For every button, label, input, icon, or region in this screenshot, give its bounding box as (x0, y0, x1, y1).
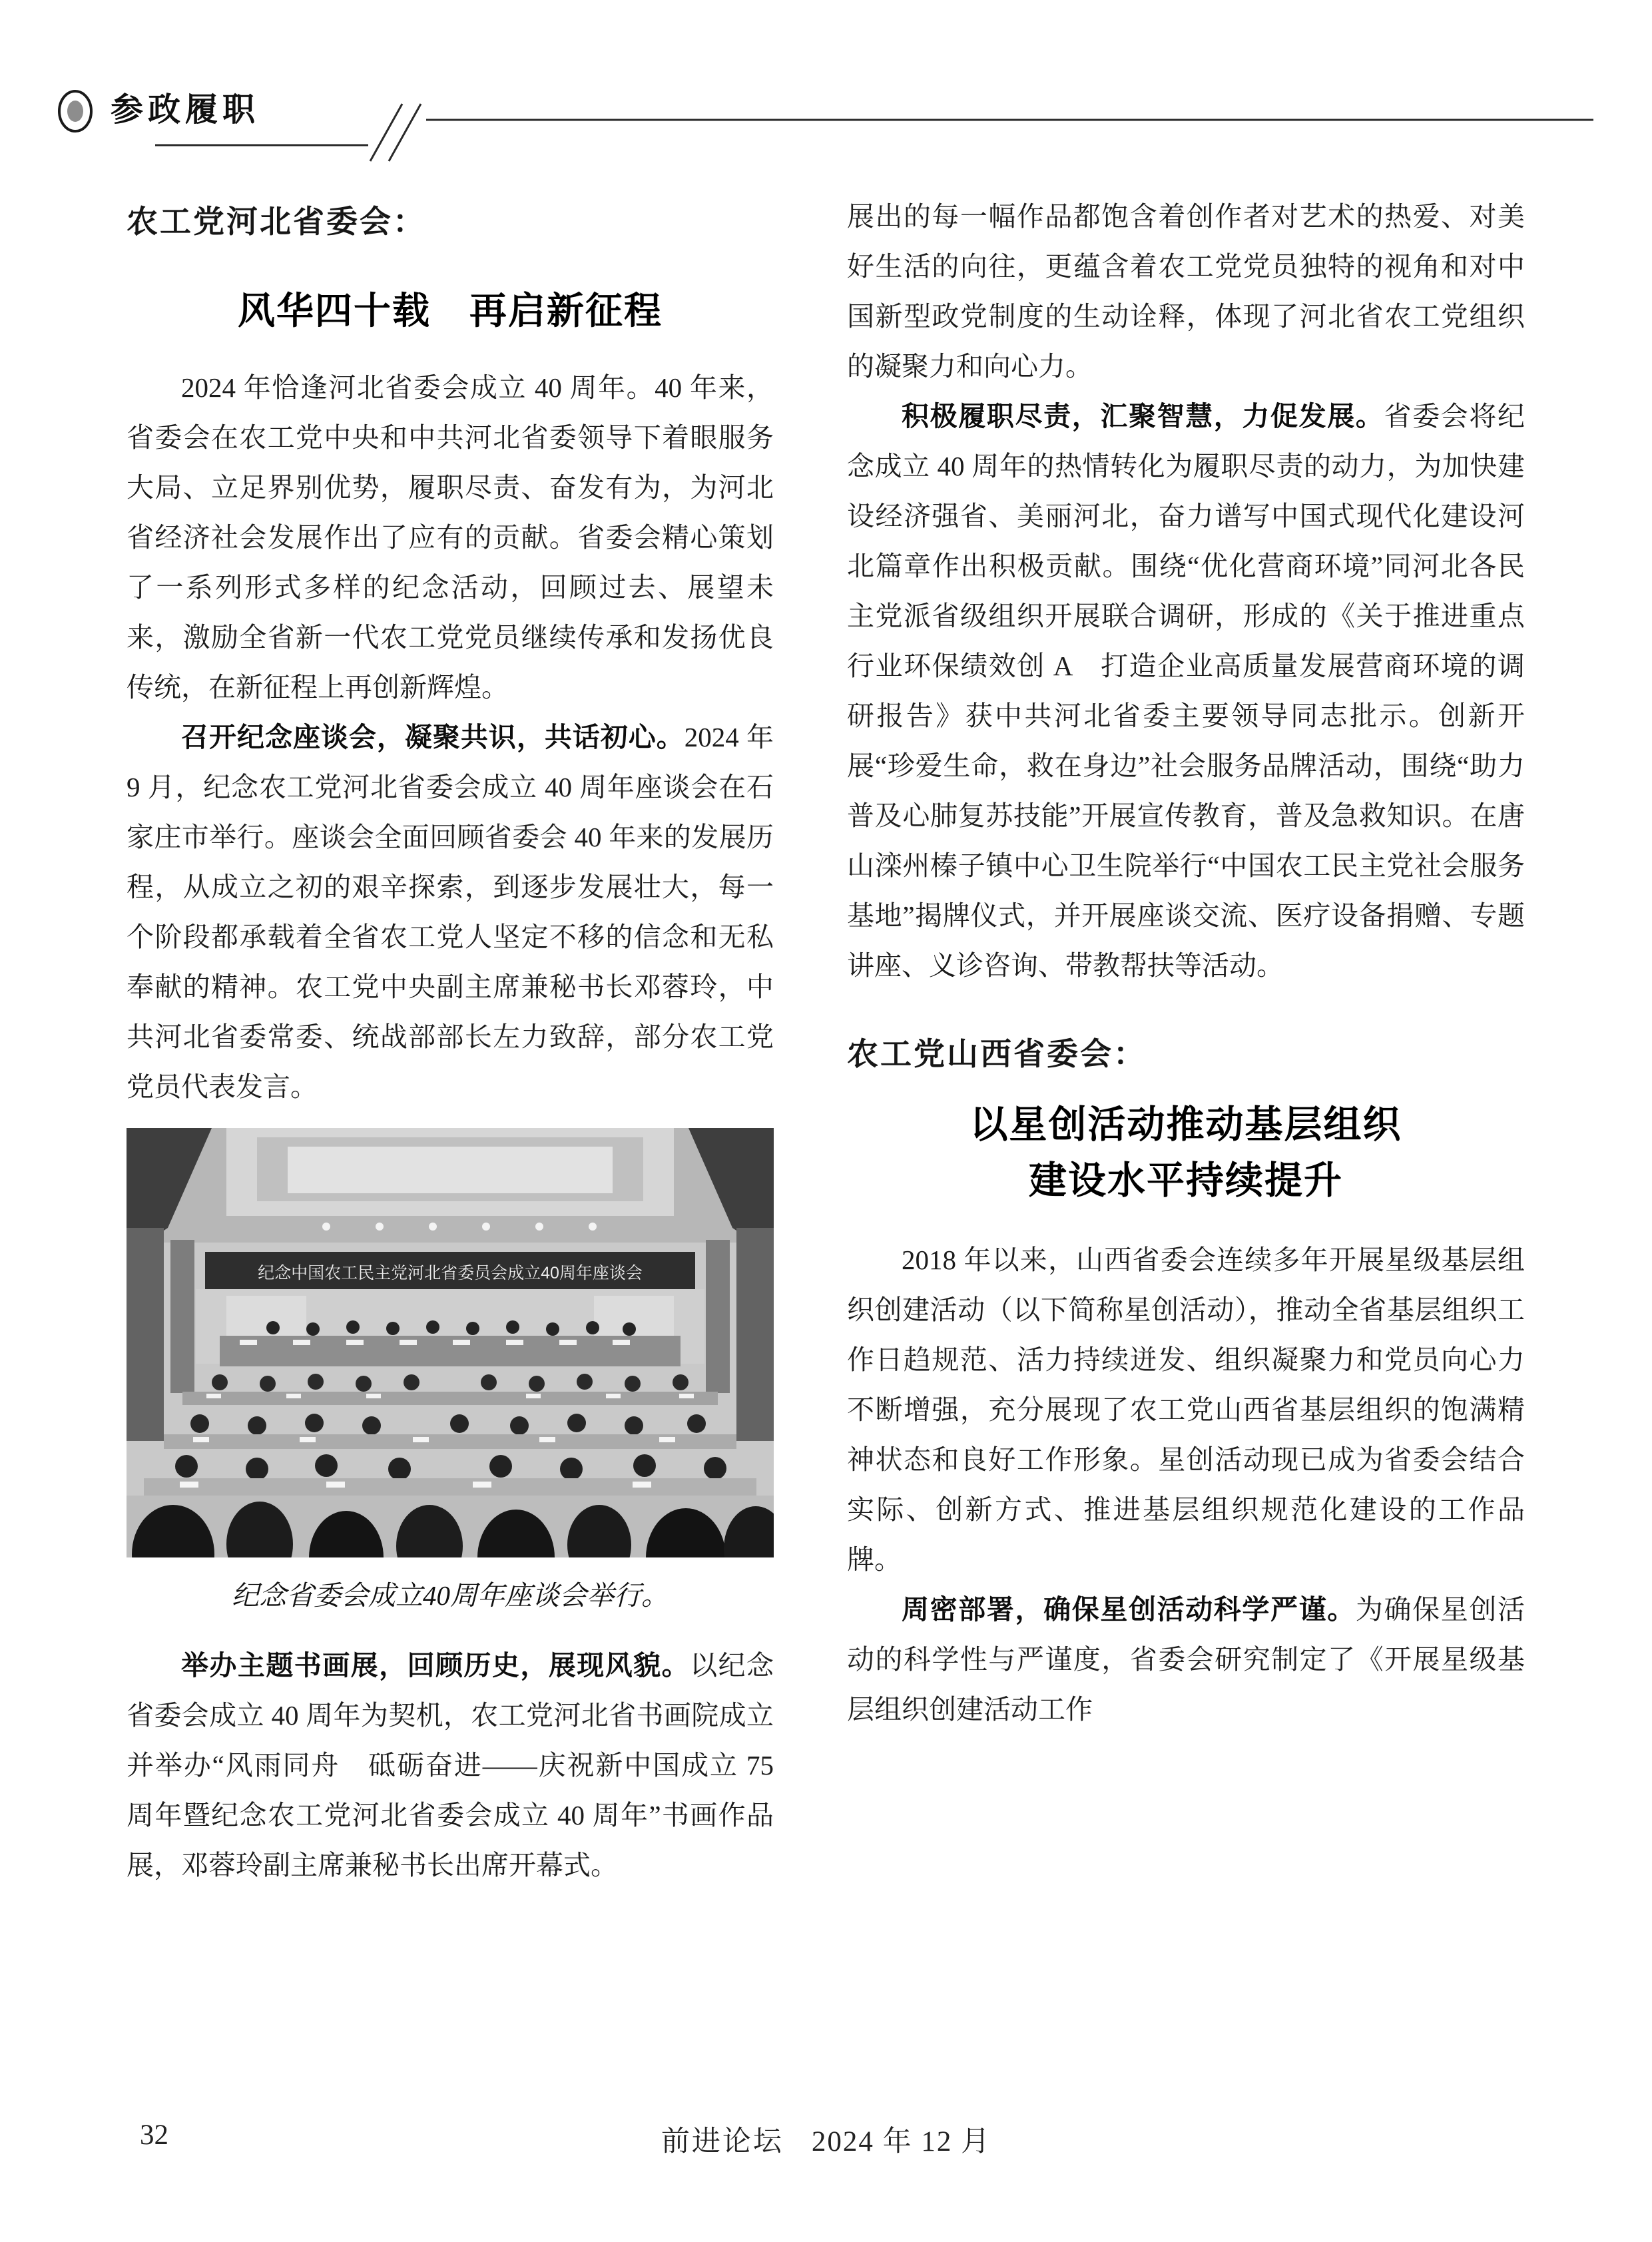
meeting-photo (127, 1128, 774, 1557)
page-number: 32 (140, 2119, 168, 2151)
paragraph-text: 以纪念省委会成立 40 周年为契机，农工党河北省书画院成立并举办“风雨同舟 砥砺奋进——庆祝新中国成立 75 周年暨纪念农工党河北省委会成立 40 周年”书画作品展，邓蓉玲副主席兼秘书长出席开幕式。 (127, 1650, 774, 1880)
article-title-shanxi-line2: 建设水平持续提升 (1029, 1159, 1343, 1202)
journal-name: 前进论坛 (661, 2126, 784, 2157)
left-column (127, 197, 774, 1890)
paragraph-lead: 举办主题书画展，回顾历史，展现风貌。 (181, 1650, 690, 1681)
paragraph-lead: 周密部署，确保星创活动科学严谨。 (902, 1594, 1356, 1625)
paragraph (847, 192, 1525, 392)
article-title-shanxi (847, 1097, 1525, 1209)
section-label: 参政履职 (111, 92, 260, 128)
paragraph (847, 1235, 1525, 1585)
paragraph-text: 2024 年 9 月，纪念农工党河北省委会成立 40 周年座谈会在石家庄市举行。座谈会全面回顾省委会 40 年来的发展历程，从成立之初的艰辛探索，到逐步发展壮大，每一个阶段都承载着全省农工党人坚定不移的信念和无私奉献的精神。农工党中央副主席兼秘书长邓蓉玲，中共河北省委常委、统战部部长左力致辞，部分农工党党员代表发言。 (127, 722, 774, 1102)
article-title-hebei: 风华四十载 再启新征程 (238, 290, 663, 332)
photo-caption: 纪念省委会成立40周年座谈会举行。 (232, 1580, 669, 1611)
paragraph (847, 1585, 1525, 1735)
paragraph (127, 1641, 774, 1890)
org-heading-hebei: 农工党河北省委会： (127, 204, 426, 239)
photo-banner-text: 纪念中国农工民主党河北省委员会成立40周年座谈会 (258, 1264, 643, 1282)
right-column (847, 192, 1525, 1735)
section-bullet-icon (57, 89, 93, 133)
issue-date: 2024 年 12 月 (811, 2126, 991, 2157)
paragraph (847, 392, 1525, 991)
paragraph-text: 为确保星创活动的科学性与严谨度，省委会研究制定了《开展星级基层组织创建活动工作 (847, 1594, 1525, 1725)
paragraph-text: 2024 年恰逢河北省委会成立 40 周年。40 年来，省委会在农工党中央和中共河北省委领导下着眼服务大局、立足界别优势，履职尽责、奋发有为，为河北省经济社会发展作出了应有的贡献。省委会精心策划了一系列形式多样的纪念活动，回顾过去、展望未来，激励全省新一代农工党党员继续传承和发扬优良传统，在新征程上再创新辉煌。 (127, 372, 774, 702)
paragraph (127, 363, 774, 712)
article-title-shanxi-line1: 以星创活动推动基层组织 (969, 1103, 1402, 1146)
paragraph-lead: 积极履职尽责，汇聚智慧，力促发展。 (902, 401, 1384, 431)
paragraph-text: 省委会将纪念成立 40 周年的热情转化为履职尽责的动力，为加快建设经济强省、美丽河北，奋力谱写中国式现代化建设河北篇章作出积极贡献。围绕“优化营商环境”同河北各民主党派省级组织开展联合调研，形成的《关于推进重点行业环保绩效创 A 打造企业高质量发展营商环境的调研报告》获中共河北省委主要领导同志批示。创新开展“珍爱生命，救在身边”社会服务品牌活动，围绕“助力普及心肺复苏技能”开展宣传教育，普及急救知识。在唐山滦州榛子镇中心卫生院举行“中国农工民主党社会服务基地”揭牌仪式，并开展座谈交流、医疗设备捐赠、专题讲座、义诊咨询、带教帮扶等活动。 (847, 401, 1525, 981)
org-heading-shanxi: 农工党山西省委会： (847, 1036, 1147, 1071)
paragraph-lead: 召开纪念座谈会，凝聚共识，共话初心。 (181, 722, 685, 752)
paragraph-text: 2018 年以来，山西省委会连续多年开展星级基层组织创建活动（以下简称星创活动），推动全省基层组织工作日趋规范、活力持续迸发、组织凝聚力和党员向心力不断增强，充分展现了农工党山西省基层组织的饱满精神状态和良好工作形象。星创活动现已成为省委会结合实际、创新方式、推进基层组织规范化建设的工作品牌。 (847, 1245, 1525, 1575)
paragraph-text: 展出的每一幅作品都饱含着创作者对艺术的热爱、对美好生活的向往，更蕴含着农工党党员独特的视角和对中国新型政党制度的生动诠释，体现了河北省农工党组织的凝聚力和向心力。 (847, 201, 1525, 382)
paragraph (127, 712, 774, 1112)
footer (0, 2119, 1652, 2159)
